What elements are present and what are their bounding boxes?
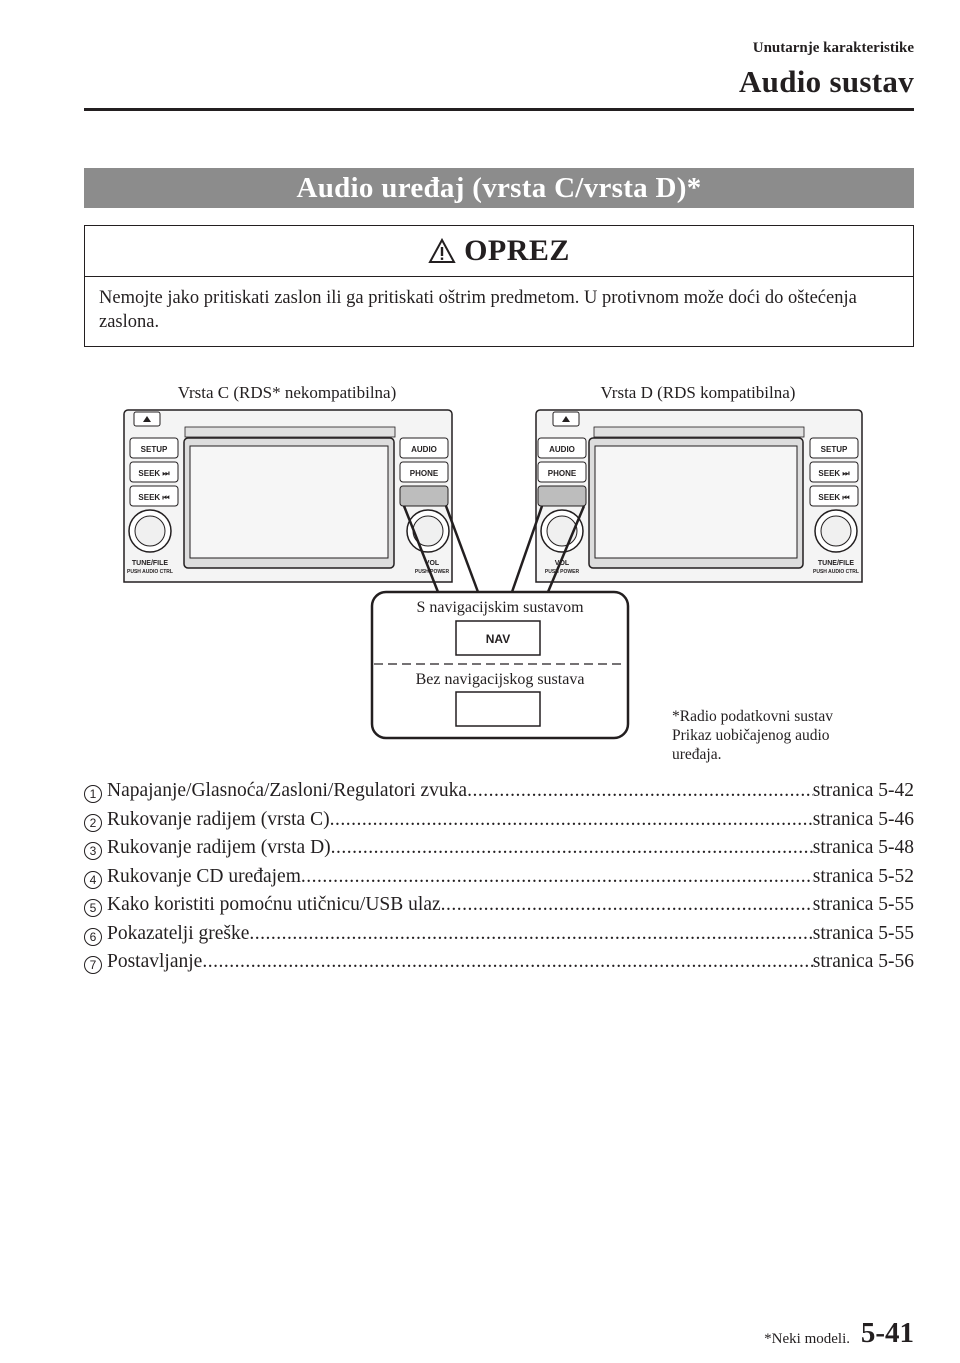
toc-number: 2 (84, 814, 102, 832)
figure-footnote-line2: Prikaz uobičajenog audio (672, 727, 830, 744)
toc-label: Postavljanje (107, 951, 203, 972)
toc-row[interactable] (84, 894, 914, 923)
unit-d-seek-up-label: SEEK ⏭ (818, 469, 850, 478)
toc-row[interactable] (84, 837, 914, 866)
toc-page: stranica 5-46 (812, 808, 914, 830)
unit-d-vol-label: VOL (554, 560, 570, 567)
toc-page: stranica 5-56 (812, 951, 914, 972)
toc-dots (331, 837, 813, 859)
caution-title: OPREZ (464, 234, 570, 267)
toc-page: stranica 5-52 (812, 865, 914, 887)
audio-units-figure (0, 370, 960, 770)
toc-number: 6 (84, 928, 102, 946)
type-c-label: Vrsta C (RDS* nekompatibilna) (177, 383, 397, 402)
toc-label: Rukovanje CD uređajem (107, 865, 301, 887)
toc-row[interactable] (84, 951, 914, 980)
unit-d-phone-label: PHONE (547, 469, 577, 478)
toc-label: Pokazatelji greške (107, 922, 250, 944)
caution-box (84, 225, 914, 347)
toc-list (84, 780, 914, 980)
unit-c-vol-sub-label: PUSH POWER (414, 569, 450, 575)
unit-c-tune-label: TUNE/FILE (131, 560, 169, 567)
toc-dots (330, 809, 813, 831)
toc-dots (467, 780, 813, 802)
section-banner: Audio uređaj (vrsta C/vrsta D)* (84, 168, 914, 208)
toc-row[interactable] (84, 780, 914, 809)
toc-label: Rukovanje radijem (vrsta C) (107, 808, 330, 830)
unit-d-setup-label: SETUP (820, 445, 848, 454)
toc-page: stranica 5-55 (812, 894, 914, 915)
warning-icon (428, 238, 456, 264)
unit-c-audio-label: AUDIO (411, 445, 437, 454)
caution-text: Nemojte jako pritiskati zaslon ili ga pritiskati oštrim predmetom. U protivnom može doći do oštećenja zaslona. (99, 288, 857, 332)
toc-number: 4 (84, 871, 102, 889)
unit-c-phone-label: PHONE (409, 469, 439, 478)
toc-page: stranica 5-42 (812, 780, 914, 801)
figure-footnote-line1: *Radio podatkovni sustav (672, 708, 834, 725)
toc-label: Napajanje/Glasnoća/Zasloni/Regulatori zvuka (107, 780, 468, 801)
toc-row[interactable] (84, 866, 914, 895)
toc-number: 1 (84, 785, 102, 803)
toc-row[interactable] (84, 809, 914, 838)
toc-label: Kako koristiti pomoćnu utičnicu/USB ulaz (107, 894, 441, 915)
unit-c-vol-label: VOL (424, 560, 440, 567)
toc-label: Rukovanje radijem (vrsta D) (107, 837, 331, 858)
toc-number: 5 (84, 899, 102, 917)
nav-callout (372, 592, 628, 738)
unit-d-tune-label: TUNE/FILE (817, 560, 855, 567)
toc-number: 3 (84, 842, 102, 860)
unit-c-setup-label: SETUP (140, 445, 168, 454)
without-nav-label: Bez navigacijskog sustava (415, 671, 585, 688)
type-d-label: Vrsta D (RDS kompatibilna) (600, 383, 796, 402)
toc-dots (301, 866, 813, 888)
figure-footnote-line3: uređaja. (672, 746, 722, 763)
unit-d-vol-sub-label: PUSH POWER (544, 569, 580, 575)
nav-button-label: NAV (485, 632, 511, 646)
unit-c-tune-sub-label: PUSH AUDIO CTRL (127, 569, 173, 575)
unit-d-seek-down-label: SEEK ⏮ (818, 493, 850, 502)
with-nav-label: S navigacijskim sustavom (416, 599, 584, 616)
toc-dots (202, 951, 812, 973)
page-number: 5-41 (860, 1317, 914, 1349)
toc-dots (249, 923, 812, 945)
toc-page: stranica 5-55 (812, 922, 914, 944)
header-section: Unutarnje karakteristike (752, 40, 914, 56)
unit-c-seek-up-label: SEEK ⏭ (138, 469, 170, 478)
header-title: Audio sustav (738, 64, 914, 99)
unit-d-tune-sub-label: PUSH AUDIO CTRL (813, 569, 859, 575)
unit-type-c (124, 410, 452, 582)
toc-number: 7 (84, 956, 102, 974)
toc-dots (441, 894, 813, 916)
footer-note: *Neki modeli. (764, 1331, 850, 1347)
toc-row[interactable] (84, 923, 914, 952)
caution-header (85, 226, 913, 277)
unit-c-seek-down-label: SEEK ⏮ (138, 493, 170, 502)
unit-type-d (536, 410, 862, 582)
unit-d-audio-label: AUDIO (549, 445, 575, 454)
toc-page: stranica 5-48 (812, 837, 914, 858)
header-rule (84, 108, 914, 111)
